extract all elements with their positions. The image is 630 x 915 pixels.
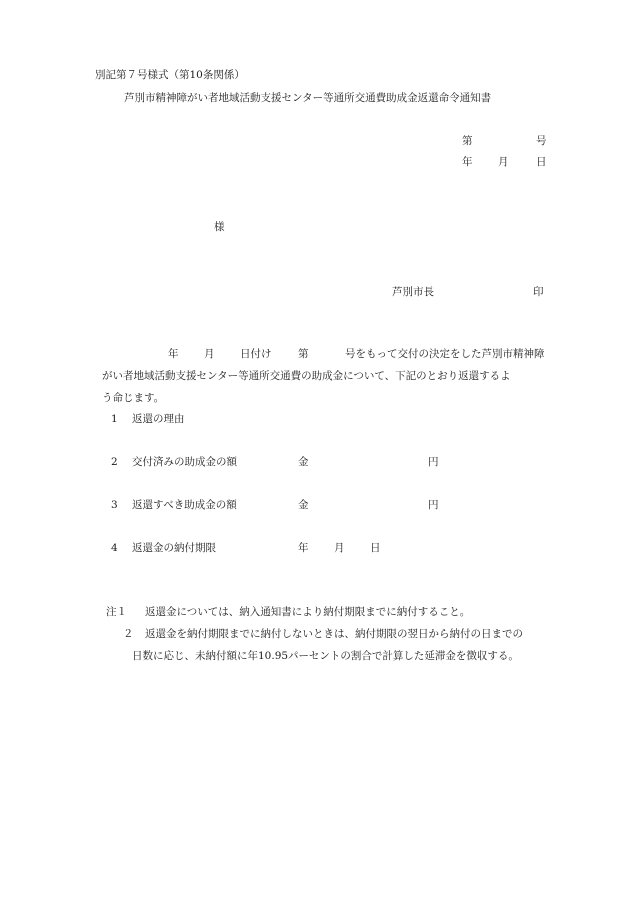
body-ref-month: 月 [204, 348, 215, 360]
item-1-number: 1 [111, 413, 118, 425]
body-ref-no-prefix: 第 [298, 348, 309, 360]
item-2-amount-prefix: 金 [298, 456, 309, 468]
date-month: 月 [498, 156, 509, 168]
addressee-suffix: 様 [214, 221, 225, 233]
date-year: 年 [462, 156, 473, 168]
item-2-amount-unit: 円 [428, 456, 439, 468]
date-day: 日 [536, 156, 547, 168]
body-ref-day: 日付け [240, 348, 272, 360]
body-ref-year: 年 [168, 348, 179, 360]
note-1-text: 返還金については、納入通知書により納付期限までに納付すること。 [145, 606, 471, 618]
issuer-name: 芦別市長 [392, 286, 434, 298]
item-2-number: 2 [111, 456, 118, 468]
note-2-text-continued: 日数に応じ、未納付額に年10.95パーセントの割合で計算した延滞金を徴収する。 [132, 650, 519, 662]
issuer-seal: 印 [533, 286, 544, 298]
doc-number-suffix: 号 [536, 135, 547, 147]
note-1-label: 注１ [106, 606, 127, 618]
note-2-label: ２ [123, 628, 134, 640]
document-title: 芦別市精神障がい者地域活動支援センター等通所交通費助成金返還命令通知書 [124, 92, 492, 104]
item-4-day: 日 [370, 542, 381, 554]
item-2-label: 交付済みの助成金の額 [132, 456, 237, 468]
body-line1-tail: 号をもって交付の決定をした芦別市精神障 [345, 348, 545, 360]
body-line2: がい者地域活動支援センター等通所交通費の助成金について、下記のとおり返還するよ [102, 370, 511, 382]
form-reference: 別記第７号様式（第10条関係） [95, 69, 245, 81]
item-4-year: 年 [298, 542, 309, 554]
item-1-label: 返還の理由 [132, 413, 185, 425]
doc-number-prefix: 第 [462, 135, 473, 147]
item-3-number: 3 [111, 499, 118, 511]
note-2-text: 返還金を納付期限までに納付しないときは、納付期限の翌日から納付の日までの [145, 628, 523, 640]
item-4-month: 月 [334, 542, 345, 554]
item-4-number: 4 [111, 542, 118, 554]
item-3-amount-unit: 円 [428, 499, 439, 511]
item-3-label: 返還すべき助成金の額 [132, 499, 237, 511]
body-line3: う命じます。 [102, 392, 165, 404]
item-4-label: 返還金の納付期限 [132, 542, 216, 554]
item-3-amount-prefix: 金 [298, 499, 309, 511]
